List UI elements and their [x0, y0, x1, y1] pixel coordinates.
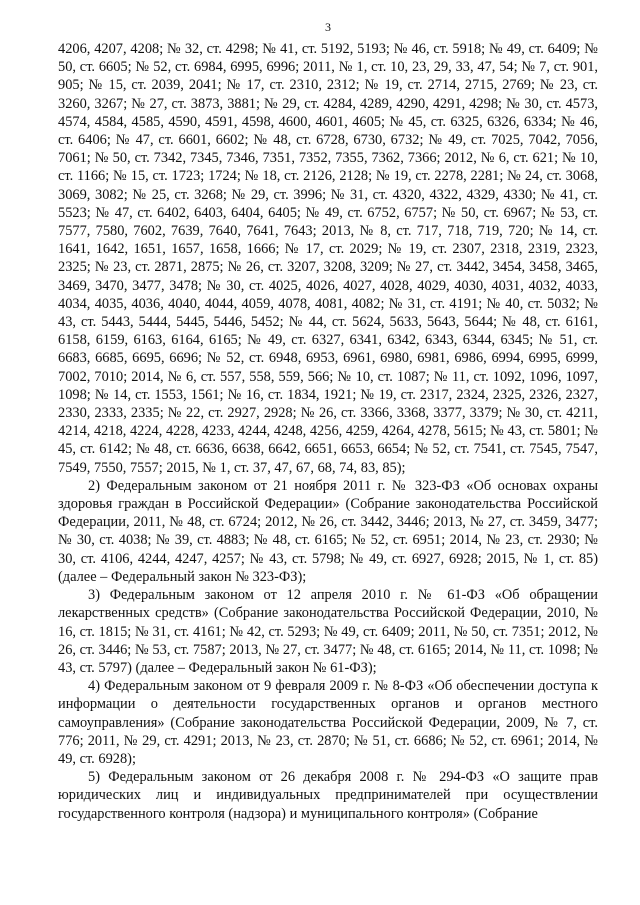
page-number: 3	[325, 20, 331, 34]
list-item-law-8: 4) Федеральным законом от 9 февраля 2009 г. № 8-ФЗ «Об обеспечении доступа к информации о деятельности государственных органов и органов местного самоуправления» (Собрание законодательства Российской Федерации, 2009, № 7, ст. 776; 2011, № 29, ст. 4291; 2013, № 23, ст. 2870; № 51, ст. 6686; № 52, ст. 6961; 2014, № 49, ст. 6928);	[58, 678, 598, 767]
list-item-law-294: 5) Федеральным законом от 26 декабря 2008 г. № 294-ФЗ «О защите прав юридических лиц и индивидуальных предпринимателей при осуществлении государственного контроля (надзора) и муниципального контроля» (Собрание	[58, 769, 598, 822]
list-item-law-61: 3) Федеральным законом от 12 апреля 2010 г. № 61-ФЗ «Об обращении лекарственных средств» (Собрание законодательства Российской Федерации, 2010, № 16, ст. 1815; № 31, ст. 4161; № 42, ст. 5293; № 49, ст. 6409; 2011, № 50, ст. 7351; 2012, № 26, ст. 3446; № 53, ст. 7587; 2013, № 27, ст. 3477; № 48, ст. 6165; 2014, № 11, ст. 1098; № 43, ст. 5797) (далее – Федеральный закон № 61-ФЗ);	[58, 587, 598, 676]
list-item-law-323: 2) Федеральным законом от 21 ноября 2011 г. № 323-ФЗ «Об основах охраны здоровья граждан в Российской Федерации» (Собрание законодательства Российской Федерации, 2011, № 48, ст. 6724; 2012, № 26, ст. 3442, 3446; 2013, № 27, ст. 3459, 3477; № 30, ст. 4038; № 39, ст. 4883; № 48, ст. 6165; № 52, ст. 6951; 2014, № 23, ст. 2930; № 30, ст. 4106, 4244, 4247, 4257; № 43, ст. 5798; № 49, ст. 6927, 6928; 2015, № 1, ст. 85) (далее – Федеральный закон № 323-ФЗ);	[58, 477, 598, 585]
document-page	[58, 20, 598, 890]
continuation-paragraph: 4206, 4207, 4208; № 32, ст. 4298; № 41, ст. 5192, 5193; № 46, ст. 5918; № 49, ст. 6409; № 50, ст. 6605; № 52, ст. 6984, 6995, 6996; 2011, № 1, ст. 10, 23, 29, 33, 47, 54; № 7, ст. 901, 905; № 15, ст. 2039, 2041; № 17, ст. 2310, 2312; № 19, ст. 2714, 2715, 2769; № 23, ст. 3260, 3267; № 27, ст. 3873, 3881; № 29, ст. 4284, 4289, 4290, 4291, 4298; № 30, ст. 4573, 4574, 4584, 4585, 4590, 4591, 4598, 4600, 4601, 4605; № 45, ст. 6325, 6326, 6334; № 46, ст. 6406; № 47, ст. 6601, 6602; № 48, ст. 6728, 6730, 6732; № 49, ст. 7025, 7042, 7056, 7061; № 50, ст. 7342, 7345, 7346, 7351, 7352, 7355, 7362, 7366; 2012, № 6, ст. 621; № 10, ст. 1166; № 15, ст. 1723; 1724; № 18, ст. 2126, 2128; № 19, ст. 2278, 2281; № 24, ст. 3068, 3069, 3082; № 25, ст. 3268; № 29, ст. 3996; № 31, ст. 4320, 4322, 4329, 4330; № 41, ст. 5523; № 47, ст. 6402, 6403, 6404, 6405; № 49, ст. 6752, 6757; № 50, ст. 6967; № 53, ст. 7577, 7580, 7602, 7639, 7640, 7641, 7643; 2013, № 8, ст. 717, 718, 719, 720; № 14, ст. 1641, 1642, 1651, 1657, 1658, 1666; № 17, ст. 2029; № 19, ст. 2307, 2318, 2319, 2323, 2325; № 23, ст. 2871, 2875; № 26, ст. 3207, 3208, 3209; № 27, ст. 3442, 3454, 3458, 3465, 3469, 3470, 3477, 3478; № 30, ст. 4025, 4026, 4027, 4028, 4029, 4030, 4031, 4032, 4033, 4034, 4035, 4036, 4040, 4044, 4059, 4078, 4081, 4082; № 31, ст. 4191; № 40, ст. 5032; № 43, ст. 5443, 5444, 5445, 5446, 5452; № 44, ст. 5624, 5633, 5643, 5644; № 48, ст. 6161, 6158, 6159, 6163, 6164, 6165; № 49, ст. 6327, 6341, 6342, 6343, 6344, 6345; № 51, ст. 6683, 6685, 6695, 6696; № 52, ст. 6948, 6953, 6961, 6980, 6981, 6986, 6994, 6995, 6999, 7002, 7010; 2014, № 6, ст. 557, 558, 559, 566; № 10, ст. 1087; № 11, ст. 1092, 1096, 1097, 1098; № 14, ст. 1553, 1561; № 16, ст. 1834, 1921; № 19, ст. 2317, 2324, 2325, 2326, 2327, 2330, 2333, 2335; № 22, ст. 2927, 2928; № 26, ст. 3366, 3368, 3377, 3379; № 30, ст. 4211, 4214, 4218, 4224, 4228, 4233, 4244, 4248, 4256, 4259, 4264, 4278, 5615; № 43, ст. 5801; № 45, ст. 6142; № 48, ст. 6636, 6638, 6642, 6651, 6653, 6654; № 52, ст. 7541, ст. 7545, 7547, 7549, 7550, 7557; 2015, № 1, ст. 37, 47, 67, 68, 74, 83, 85);	[58, 41, 598, 476]
